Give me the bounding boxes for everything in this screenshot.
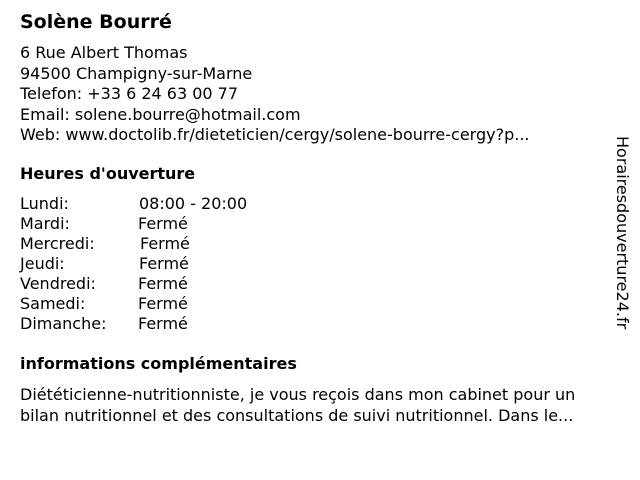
address-street: 6 Rue Albert Thomas — [20, 43, 188, 62]
hours-value: Fermé — [140, 234, 190, 253]
day-label: Samedi: — [20, 294, 86, 313]
day-label: Lundi: — [20, 194, 69, 213]
hours-value: Fermé — [139, 254, 189, 273]
day-label: Jeudi: — [20, 254, 65, 273]
day-label: Mardi: — [20, 214, 70, 233]
day-label: Mercredi: — [20, 234, 95, 253]
hours-value: 08:00 - 20:00 — [139, 194, 248, 213]
additional-info-heading: informations complémentaires — [20, 354, 297, 373]
hours-value: Fermé — [138, 294, 188, 313]
phone-line: Telefon: +33 6 24 63 00 77 — [20, 84, 239, 103]
contact-block — [20, 43, 530, 146]
day-label: Dimanche: — [20, 314, 107, 333]
email-line: Email: solene.bourre@hotmail.com — [20, 104, 301, 124]
business-name: Solène Bourré — [20, 11, 172, 33]
info-line-1: Diététicienne-nutritionniste, je vous reçois dans mon cabinet pour un — [20, 385, 576, 404]
hours-value: Fermé — [138, 314, 188, 333]
web-line: Web: www.doctolib.fr/dieteticien/cergy/solene-bourre-cergy?p... — [20, 125, 530, 144]
hours-value: Fermé — [138, 214, 188, 233]
info-line-2: bilan nutritionnel et des consultations de suivi nutritionnel. Dans le... — [20, 406, 574, 425]
day-label: Vendredi: — [20, 274, 96, 293]
site-watermark: Horairesdouverture24.fr — [613, 136, 632, 330]
hours-value: Fermé — [138, 274, 188, 293]
address-city: 94500 Champigny-sur-Marne — [20, 63, 253, 83]
opening-hours-heading: Heures d'ouverture — [20, 164, 196, 183]
additional-info-text — [20, 384, 630, 426]
